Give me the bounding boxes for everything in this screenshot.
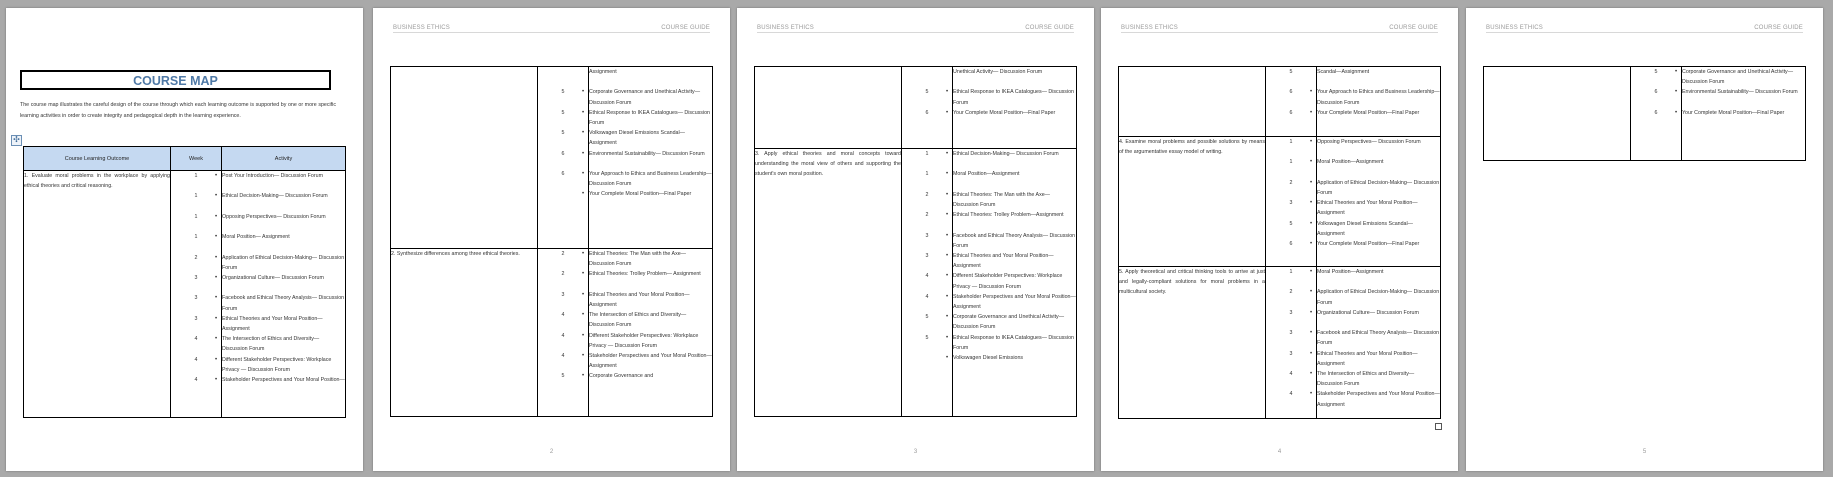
week-value: 5	[561, 130, 565, 137]
week-value: 6	[1289, 109, 1293, 116]
activity-item: • Organizational Culture— Discussion Forum	[222, 273, 345, 293]
week-value	[902, 67, 952, 87]
table-row	[391, 249, 713, 417]
activity-item: • Different Stakeholder Perspectives: Workplace Privacy — Discussion Forum	[589, 331, 712, 351]
activity-item: • Facebook and Ethical Theory Analysis— Discussion Forum	[222, 293, 345, 313]
header-rule	[393, 32, 710, 33]
activity-item: • Moral Position— Assignment	[222, 232, 345, 252]
activity-item: • Ethical Decision-Making— Discussion Forum	[222, 191, 345, 211]
activity-item: • Your Complete Moral Position—Final Paper	[1317, 239, 1440, 259]
activity-cell[interactable]	[589, 67, 713, 249]
activity-item: • Environmental Sustainability— Discussion Forum	[589, 149, 712, 169]
activity-item: • Application of Ethical Decision-Making— Discussion Forum	[222, 253, 345, 273]
week-value: 1	[194, 193, 198, 200]
page-2[interactable]	[373, 8, 730, 471]
activity-item: • Your Complete Moral Position—Final Paper	[1317, 108, 1440, 128]
activity-item: • Ethical Response to IKEA Catalogues— Discussion Forum	[953, 333, 1076, 353]
week-value: 1	[925, 151, 929, 157]
activity-item: Scandal—Assignment	[1317, 69, 1370, 75]
week-value: 5	[561, 89, 565, 96]
week-value: 6	[1654, 89, 1658, 96]
week-cell[interactable]	[1266, 137, 1317, 267]
week-cell[interactable]	[1266, 67, 1317, 137]
week-value: 2	[194, 254, 198, 261]
activity-item: • Your Approach to Ethics and Business Leadership— Discussion Forum	[1317, 87, 1440, 107]
activity-item: • Corporate Governance and Unethical Activity— Discussion Forum	[589, 87, 712, 107]
header-outcome: Course Learning Outcome	[24, 147, 171, 171]
week-value: 4	[194, 356, 198, 363]
week-value: 1	[194, 234, 198, 241]
activity-item: • Ethical Theories: The Man with the Axe— Discussion Forum	[953, 190, 1076, 210]
header-activity: Activity	[222, 147, 346, 171]
activity-item: • Ethical Response to IKEA Catalogues— Discussion Forum	[589, 108, 712, 128]
week-value: 6	[561, 170, 565, 177]
table-row	[1484, 67, 1806, 161]
activity-item: • Opposing Perspectives— Discussion Forum	[222, 212, 345, 232]
activity-item: • Corporate Governance and	[589, 371, 712, 391]
week-value: 3	[1289, 350, 1293, 357]
activity-item: • Your Approach to Ethics and Business Leadership— Discussion Forum	[589, 169, 712, 189]
outcome-cell[interactable]: 3. Apply ethical theories and moral concepts toward understanding the moral view of others and supporting the student's own moral position.	[755, 149, 902, 417]
week-value: 1	[925, 171, 929, 178]
week-value: 2	[561, 271, 565, 278]
week-value: 4	[561, 312, 565, 319]
week-value: 1	[194, 173, 198, 179]
activity-item: • The Intersection of Ethics and Diversity— Discussion Forum	[1317, 369, 1440, 389]
activity-item: • Your Complete Moral Position—Final Paper	[953, 108, 1076, 128]
activity-item: • Ethical Theories and Your Moral Position—Assignment	[953, 251, 1076, 271]
activity-item: • Application of Ethical Decision-Making— Discussion Forum	[1317, 287, 1440, 307]
activity-item: • The Intersection of Ethics and Diversity— Discussion Forum	[222, 334, 345, 354]
activity-item: • Moral Position—Assignment	[1317, 267, 1440, 287]
activity-item: • Corporate Governance and Unethical Activity— Discussion Forum	[1682, 67, 1805, 87]
activity-item: • The Intersection of Ethics and Diversity— Discussion Forum	[589, 310, 712, 330]
table-resize-handle[interactable]	[1435, 423, 1442, 430]
course-map-table	[23, 146, 346, 418]
header-left: BUSINESS ETHICS	[1486, 25, 1544, 31]
activity-item: • Ethical Theories: The Man with the Axe— Discussion Forum	[589, 249, 712, 269]
activity-cell[interactable]	[222, 171, 346, 418]
course-map-table	[390, 66, 713, 417]
course-map-table	[1118, 66, 1441, 419]
week-value: 4	[194, 336, 198, 343]
week-cell[interactable]	[538, 67, 589, 249]
outcome-cell[interactable]	[1484, 67, 1631, 161]
activity-item: • Ethical Theories: Trolley Problem— Assignment	[589, 269, 712, 289]
course-map-table	[1483, 66, 1806, 161]
activity-cell[interactable]	[589, 249, 713, 417]
week-value: 5	[561, 373, 565, 380]
activity-item: • Ethical Theories and Your Moral Position— Assignment	[222, 314, 345, 334]
header-right: COURSE GUIDE	[1754, 25, 1803, 31]
week-cell[interactable]	[1266, 267, 1317, 419]
week-cell[interactable]	[902, 67, 953, 149]
week-value: 2	[1289, 289, 1293, 296]
week-value: 5	[1654, 69, 1658, 75]
outcome-cell[interactable]: 2. Synthesize differences among three ethical theories.	[391, 249, 538, 417]
table-row	[755, 149, 1077, 417]
activity-item: • Your Complete Moral Position—Final Paper	[589, 189, 712, 209]
week-value: 3	[194, 274, 198, 281]
week-value: 1	[1289, 139, 1293, 145]
header-rule	[1121, 32, 1438, 33]
week-value: 3	[561, 291, 565, 298]
table-row	[1119, 137, 1441, 267]
activity-item: • Organizational Culture— Discussion Forum	[1317, 308, 1440, 328]
course-map-table	[754, 66, 1077, 417]
outcome-cell[interactable]	[1119, 67, 1266, 137]
activity-item: • Your Complete Moral Position—Final Paper	[1682, 108, 1805, 128]
activity-item: • Volkswagen Diesel Emissions Scandal—Assignment	[1317, 219, 1440, 239]
week-cell[interactable]	[902, 149, 953, 417]
header-rule	[1486, 32, 1803, 33]
outcome-cell[interactable]: 5. Apply theoretical and critical thinking tools to arrive at just and legally-compliant solutions for moral problems in a multicultural society.	[1119, 267, 1266, 419]
activity-item: Unethical Activity— Discussion Forum	[953, 69, 1043, 75]
week-cell[interactable]	[171, 171, 222, 418]
activity-item: • Ethical Response to IKEA Catalogues— Discussion Forum	[953, 87, 1076, 107]
activity-cell[interactable]	[1317, 267, 1441, 419]
outcome-cell[interactable]	[755, 67, 902, 149]
week-value: 4	[1289, 370, 1293, 377]
activity-item: • Ethical Theories: Trolley Problem—Assignment	[953, 210, 1076, 230]
header-week: Week	[171, 147, 222, 171]
activity-item: • Volkswagen Diesel Emissions Scandal— Assignment	[589, 128, 712, 148]
activity-cell[interactable]	[953, 67, 1077, 149]
activity-item: • Application of Ethical Decision-Making— Discussion Forum	[1317, 178, 1440, 198]
page-4[interactable]	[1101, 8, 1458, 471]
week-value: 4	[925, 273, 929, 280]
week-cell[interactable]	[1631, 67, 1682, 161]
activity-item: • Ethical Theories and Your Moral Position— Assignment	[589, 290, 712, 310]
week-value: 6	[1289, 89, 1293, 96]
activity-item: • Different Stakeholder Perspectives: Workplace Privacy — Discussion Forum	[953, 271, 1076, 291]
table-move-handle-icon[interactable]: ✣	[11, 135, 22, 146]
page-1[interactable]	[6, 8, 363, 471]
outcome-cell[interactable]: 1. Evaluate moral problems in the workplace by applying ethical theories and critical reasoning.	[24, 171, 171, 418]
week-cell[interactable]	[538, 249, 589, 417]
table-row	[1119, 267, 1441, 419]
activity-item: • Corporate Governance and Unethical Activity— Discussion Forum	[953, 312, 1076, 332]
week-value: 3	[194, 315, 198, 322]
page-3[interactable]	[737, 8, 1094, 471]
activity-cell[interactable]	[953, 149, 1077, 417]
activity-item: • Stakeholder Perspectives and Your Moral Position— Assignment	[589, 351, 712, 371]
activity-item: • Stakeholder Perspectives and Your Moral Position—	[222, 375, 345, 395]
week-value: 4	[194, 376, 198, 383]
activity-item: • Post Your Introduction— Discussion Forum	[222, 171, 345, 191]
activity-cell[interactable]	[1317, 67, 1441, 137]
table-row	[1119, 67, 1441, 137]
week-value: 2	[925, 191, 929, 198]
week-value: 6	[1654, 109, 1658, 116]
week-value: 2	[561, 251, 565, 257]
activity-item: • Different Stakeholder Perspectives: Workplace Privacy — Discussion Forum	[222, 355, 345, 375]
page-title[interactable]: COURSE MAP	[133, 74, 218, 88]
week-value: 3	[925, 232, 929, 239]
activity-item: • Environmental Sustainability— Discussion Forum	[1682, 87, 1805, 107]
activity-item: Assignment	[589, 69, 617, 75]
activity-item: • Ethical Theories and Your Moral Position—Assignment	[1317, 198, 1440, 218]
week-value: 3	[1289, 330, 1293, 337]
activity-item: • Facebook and Ethical Theory Analysis— Discussion Forum	[953, 231, 1076, 251]
outcome-cell[interactable]: 4. Examine moral problems and possible solutions by means of the argumentative essay model of writing.	[1119, 137, 1266, 267]
header-rule	[757, 32, 1074, 33]
week-value: 6	[1289, 240, 1293, 247]
header-left: BUSINESS ETHICS	[757, 25, 815, 31]
week-value: 5	[925, 314, 929, 321]
header-right: COURSE GUIDE	[661, 25, 710, 31]
week-value: 4	[561, 332, 565, 339]
week-value: 2	[925, 212, 929, 219]
week-value: 3	[194, 295, 198, 302]
header-right: COURSE GUIDE	[1025, 25, 1074, 31]
week-value: 5	[1289, 220, 1293, 227]
week-value: 5	[561, 109, 565, 116]
table-row	[24, 171, 346, 418]
page-number: 3	[913, 449, 918, 455]
page-number: 2	[549, 449, 554, 455]
week-value: 3	[1289, 309, 1293, 316]
week-value: 3	[1289, 200, 1293, 207]
week-value	[538, 67, 588, 87]
week-value: 6	[925, 109, 929, 116]
week-value: 4	[561, 352, 565, 359]
course-map-title-box[interactable]	[20, 70, 331, 90]
activity-item: • Stakeholder Perspectives and Your Moral Position— Assignment	[1317, 389, 1440, 409]
activity-item: • Opposing Perspectives— Discussion Forum	[1317, 137, 1440, 157]
page-number: 5	[1642, 449, 1647, 455]
header-left: BUSINESS ETHICS	[393, 25, 451, 31]
activity-item: • Facebook and Ethical Theory Analysis— Discussion Forum	[1317, 328, 1440, 348]
activity-item: • Ethical Theories and Your Moral Position—Assignment	[1317, 349, 1440, 369]
activity-item: • Moral Position—Assignment	[1317, 157, 1440, 177]
week-value: 1	[1289, 159, 1293, 166]
week-value: 5	[925, 89, 929, 96]
header-right: COURSE GUIDE	[1389, 25, 1438, 31]
header-left: BUSINESS ETHICS	[1121, 25, 1179, 31]
page-number: 4	[1277, 449, 1282, 455]
table-row	[391, 67, 713, 249]
week-value: 6	[561, 150, 565, 157]
activity-cell[interactable]	[1682, 67, 1806, 161]
activity-cell[interactable]	[1317, 137, 1441, 267]
week-value: 5	[1289, 69, 1293, 75]
intro-paragraph: The course map illustrates the careful design of the course through which each learning outcome is supported by one or more specific learning activities in order to create integrity and pedagogical depth in the learning experience.	[20, 102, 336, 119]
week-value: 3	[925, 252, 929, 259]
page-5[interactable]	[1466, 8, 1823, 471]
activity-item: • Ethical Decision-Making— Discussion Forum	[953, 149, 1076, 169]
week-value: 4	[1289, 391, 1293, 398]
activity-item: • Moral Position—Assignment	[953, 169, 1076, 189]
week-value: 1	[1289, 269, 1293, 275]
activity-item: • Volkswagen Diesel Emissions	[953, 353, 1076, 373]
outcome-cell[interactable]	[391, 67, 538, 249]
table-row	[755, 67, 1077, 149]
activity-item: • Stakeholder Perspectives and Your Moral Position— Assignment	[953, 292, 1076, 312]
week-value: 2	[1289, 179, 1293, 186]
week-value: 5	[925, 334, 929, 341]
week-value: 1	[194, 213, 198, 220]
week-value: 4	[925, 293, 929, 300]
